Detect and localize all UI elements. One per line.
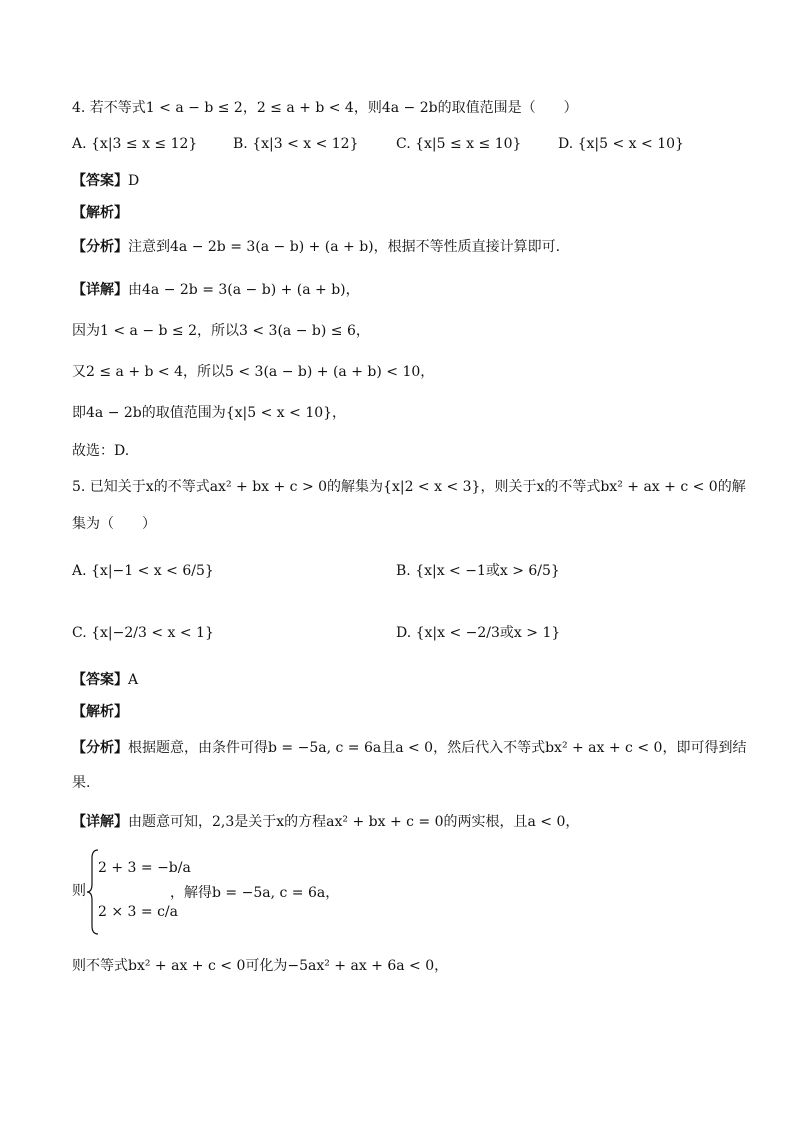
answer-tag: 【答案】 (72, 173, 128, 189)
q5-answer (72, 670, 138, 690)
q5-detail (72, 812, 579, 832)
fenxi-tag: 【分析】 (72, 740, 128, 756)
q4-step-2: 又2 ≤ a + b < 4，所以5 < 3(a − b) + (a + b) < 10， (72, 364, 435, 380)
analysis-tag: 【解析】 (72, 704, 128, 720)
q4-option-b: B. {x|3 < x < 12} (233, 136, 359, 152)
fenxi-tag: 【分析】 (72, 239, 128, 255)
q5-option-b: B. {x|x < −1或x > 6/5} (396, 563, 560, 579)
q4-option-c: C. {x|5 ≤ x ≤ 10} (396, 136, 522, 152)
q5-system-eq2: 2 × 3 = c/a (98, 904, 178, 920)
q4-stem: 4. 若不等式1 < a − b ≤ 2，2 ≤ a + b < 4，则4a − 2b的取值范围是（ ） (72, 100, 578, 116)
q4-answer (72, 171, 139, 191)
q4-fenxi (72, 237, 560, 257)
q5-fenxi-line1 (72, 738, 746, 758)
answer-tag: 【答案】 (72, 672, 128, 688)
q5-system-eq1: 2 + 3 = −b/a (98, 860, 191, 876)
q4-analysis-tag (72, 203, 128, 223)
detail-tag: 【详解】 (72, 282, 128, 298)
detail-text: 由4a − 2b = 3(a − b) + (a + b)， (128, 282, 360, 298)
answer-value: A (128, 672, 139, 688)
q5-last-line: 则不等式bx² + ax + c < 0可化为−5ax² + ax + 6a < 0， (72, 958, 449, 974)
q5-analysis-tag (72, 702, 128, 722)
detail-tag: 【详解】 (72, 814, 128, 830)
q5-option-a: A. {x|−1 < x < 6/5} (72, 563, 214, 579)
q4-step-3: 即4a − 2b的取值范围为{x|5 < x < 10}， (72, 405, 347, 421)
q4-detail (72, 280, 360, 300)
answer-value: D (128, 173, 140, 189)
q4-option-a: A. {x|3 ≤ x ≤ 12} (72, 136, 198, 152)
q5-system-suffix: ，解得b = −5a, c = 6a， (170, 885, 340, 901)
fenxi-text: 根据题意，由条件可得b = −5a, c = 6a且a < 0，然后代入不等式bx² + ax + c < 0，即可得到结 (128, 740, 747, 756)
q5-stem-line1: 5. 已知关于x的不等式ax² + bx + c > 0的解集为{x|2 < x < 3}，则关于x的不等式bx² + ax + c < 0的解 (72, 479, 746, 495)
q5-system-prefix: 则 (72, 883, 86, 899)
fenxi-text: 注意到4a − 2b = 3(a − b) + (a + b)，根据不等性质直接计算即可. (128, 239, 561, 255)
q4-step-1: 因为1 < a − b ≤ 2，所以3 < 3(a − b) ≤ 6， (72, 323, 370, 339)
q5-option-d: D. {x|x < −2/3或x > 1} (396, 625, 561, 641)
q5-option-c: C. {x|−2/3 < x < 1} (72, 625, 214, 641)
analysis-tag: 【解析】 (72, 205, 128, 221)
q5-stem-line2: 集为（ ） (72, 516, 156, 532)
q4-option-d: D. {x|5 < x < 10} (558, 136, 684, 152)
detail-text: 由题意可知，2,3是关于x的方程ax² + bx + c = 0的两实根，且a < 0， (128, 814, 580, 830)
q4-step-4: 故选：D. (72, 443, 130, 459)
q5-fenxi-line2: 果. (72, 775, 91, 791)
